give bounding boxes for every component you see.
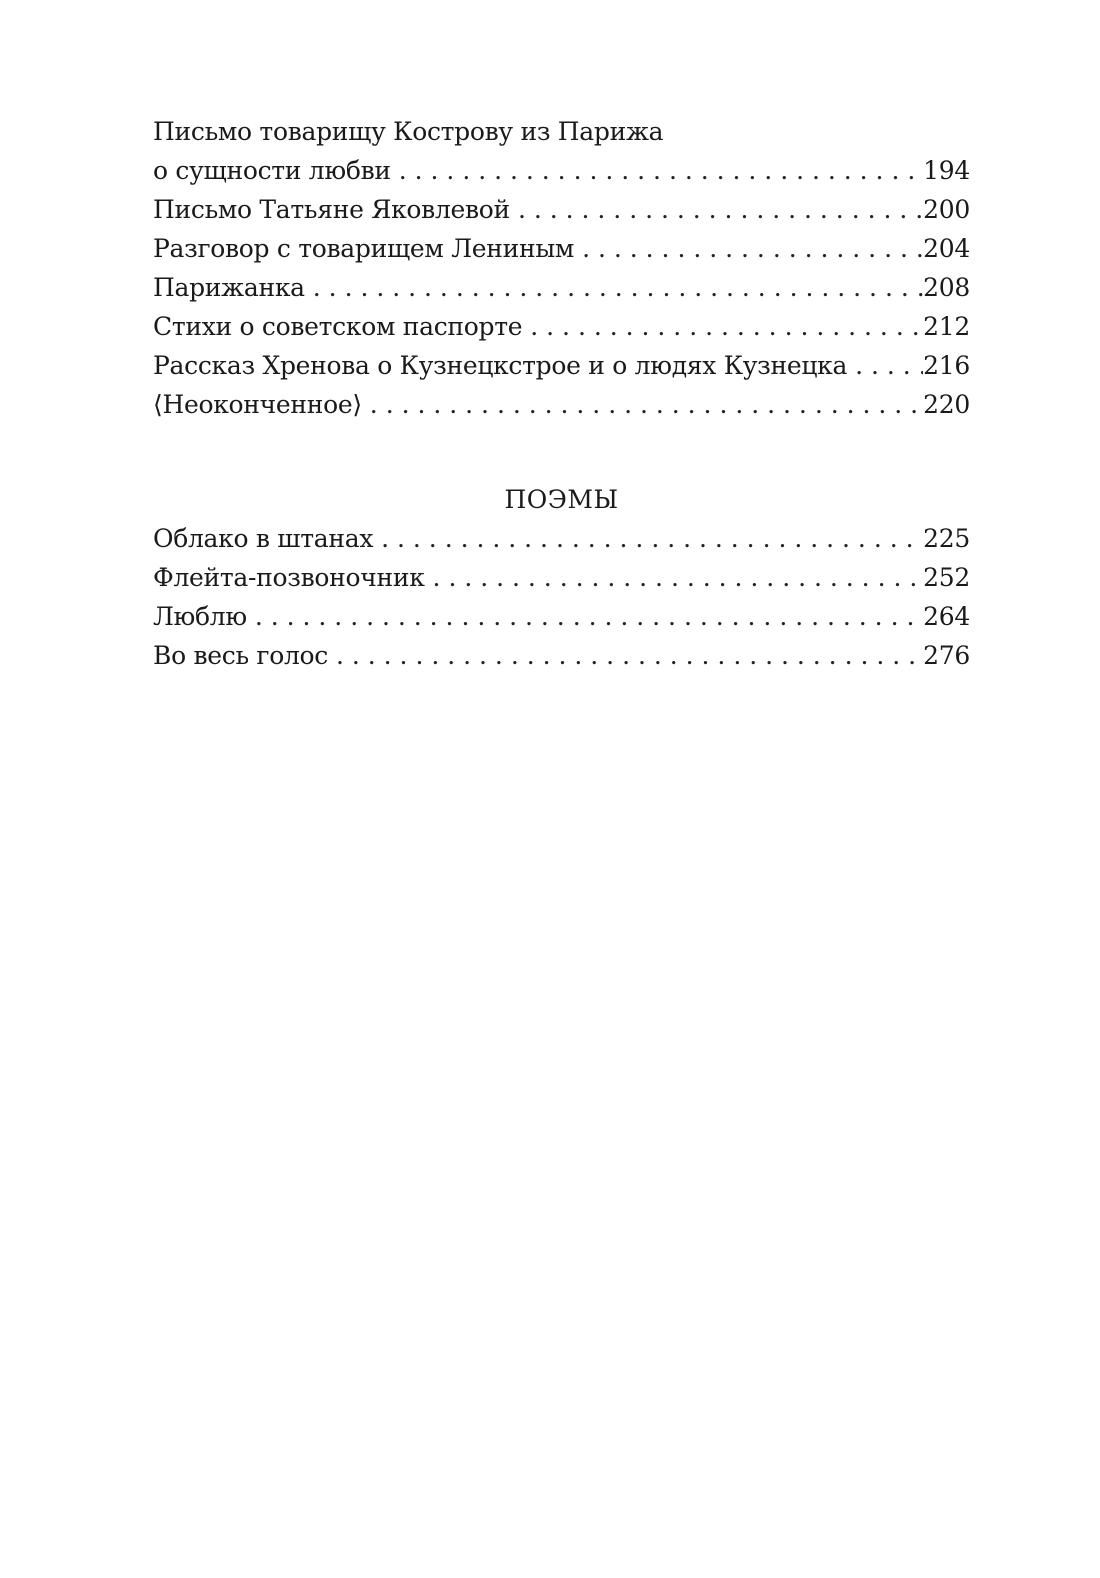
toc-entry bbox=[153, 190, 970, 229]
toc-entry bbox=[153, 346, 970, 385]
toc-entry-page: 200 bbox=[923, 195, 970, 224]
toc-entry-page: 208 bbox=[923, 273, 970, 302]
toc-entry-page: 212 bbox=[923, 312, 970, 341]
dot-leader bbox=[313, 268, 923, 307]
toc-entry-title: Облако в штанах bbox=[153, 524, 374, 553]
toc-entry-line bbox=[153, 151, 970, 190]
toc-entry-line bbox=[153, 346, 970, 385]
toc-entry-title: Парижанка bbox=[153, 273, 305, 302]
toc-entry-line bbox=[153, 519, 970, 558]
toc-entry-line bbox=[153, 268, 970, 307]
dot-leader bbox=[855, 346, 923, 385]
toc-entry-title: Флейта-позвоночник bbox=[153, 563, 425, 592]
toc-entry-title-line: Письмо товарищу Кострову из Парижа bbox=[153, 117, 664, 146]
toc-entry-page: 204 bbox=[923, 234, 970, 263]
toc-entry bbox=[153, 268, 970, 307]
section-heading: ПОЭМЫ bbox=[504, 485, 619, 514]
toc-entry-page: 225 bbox=[923, 524, 970, 553]
dot-leader bbox=[582, 229, 923, 268]
toc-entry bbox=[153, 385, 970, 424]
toc-entry bbox=[153, 519, 970, 558]
dot-leader bbox=[399, 151, 923, 190]
toc-entry-line bbox=[153, 307, 970, 346]
toc-entry-title: Во весь голос bbox=[153, 641, 328, 670]
toc-entry-page: 194 bbox=[923, 156, 970, 185]
toc-entry-title: Люблю bbox=[153, 602, 247, 631]
toc-entry-title: Разговор с товарищем Лениным bbox=[153, 234, 575, 263]
dot-leader bbox=[336, 636, 923, 675]
toc-entry-page: 216 bbox=[923, 351, 970, 380]
toc-entry-title: ⟨Неоконченное⟩ bbox=[153, 390, 362, 419]
toc-entry-line bbox=[153, 385, 970, 424]
toc-entry-title: Стихи о советском паспорте bbox=[153, 312, 523, 341]
toc-entry bbox=[153, 636, 970, 675]
toc-entry-line bbox=[153, 558, 970, 597]
toc-entry bbox=[153, 558, 970, 597]
dot-leader bbox=[518, 190, 923, 229]
toc-entry-line bbox=[153, 597, 970, 636]
dot-leader bbox=[255, 597, 923, 636]
toc-entry bbox=[153, 229, 970, 268]
toc-entry-page: 264 bbox=[923, 602, 970, 631]
table-of-contents bbox=[153, 112, 970, 675]
toc-entry-line bbox=[153, 190, 970, 229]
toc-entry bbox=[153, 112, 970, 190]
toc-entry-page: 276 bbox=[923, 641, 970, 670]
dot-leader bbox=[370, 385, 923, 424]
toc-entry-title: Письмо Татьяне Яковлевой bbox=[153, 195, 510, 224]
toc-entry-line bbox=[153, 229, 970, 268]
toc-entry bbox=[153, 307, 970, 346]
toc-entry-page: 220 bbox=[923, 390, 970, 419]
toc-entry-page: 252 bbox=[923, 563, 970, 592]
toc-entry-line bbox=[153, 636, 970, 675]
dot-leader bbox=[530, 307, 923, 346]
toc-entry bbox=[153, 597, 970, 636]
dot-leader bbox=[381, 519, 923, 558]
toc-entry-title: о сущности любви bbox=[153, 156, 391, 185]
toc-entry-title: Рассказ Хренова о Кузнецкстрое и о людях Кузнецка bbox=[153, 351, 848, 380]
dot-leader bbox=[433, 558, 924, 597]
